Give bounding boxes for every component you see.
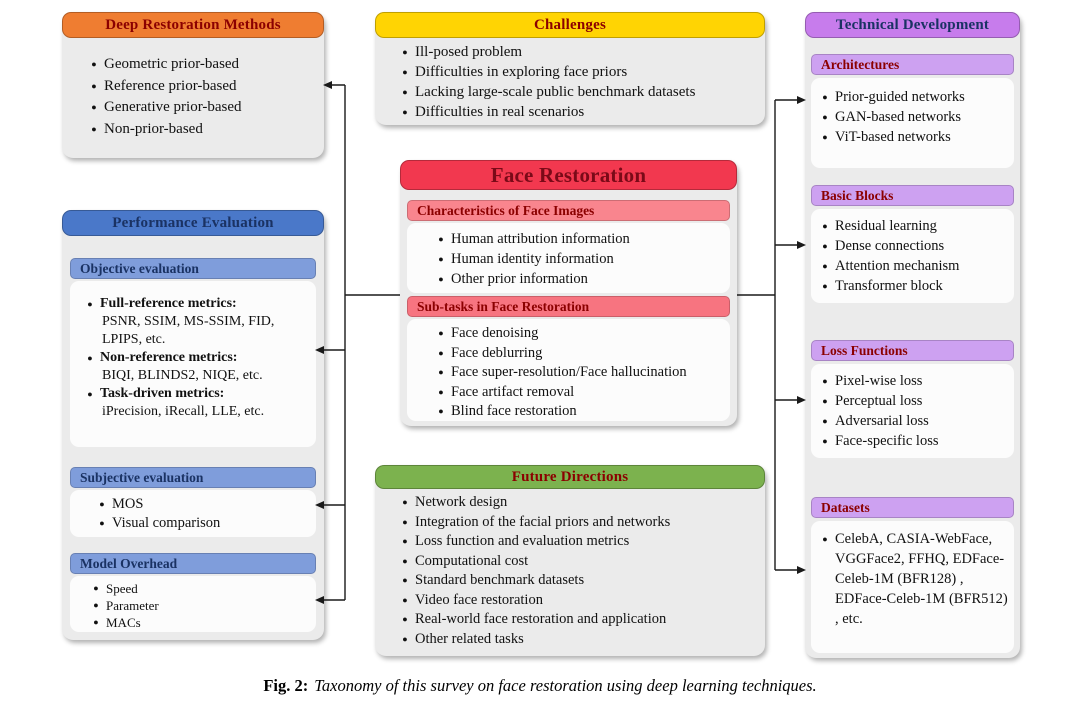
list-item-label: Face artifact removal xyxy=(451,383,575,400)
list-item-label: Human identity information xyxy=(451,251,614,267)
list-item xyxy=(815,127,1012,147)
bullet-icon: ● xyxy=(87,389,93,399)
metric-label: Full-reference metrics: xyxy=(100,296,237,311)
list-item xyxy=(815,391,1012,411)
bullet-icon: ● xyxy=(822,112,828,122)
list-item xyxy=(431,402,728,422)
list-item xyxy=(431,363,728,383)
deep-restoration-methods-list xyxy=(84,54,318,140)
list-item-label: Face super-resolution/Face hallucination xyxy=(451,364,687,380)
bullet-icon: ● xyxy=(438,328,444,338)
bullet-icon: ● xyxy=(402,107,408,117)
metric-values: BIQI, BLINDS2, NIQE, etc. xyxy=(102,368,263,383)
bullet-icon: ● xyxy=(822,416,828,426)
list-item xyxy=(431,383,728,403)
bullet-icon: ● xyxy=(822,396,828,406)
bullet-icon: ● xyxy=(438,274,444,284)
bullet-icon: ● xyxy=(402,497,408,507)
model-overhead-list xyxy=(70,576,316,632)
bullet-icon: ● xyxy=(402,575,408,585)
list-item xyxy=(80,349,310,367)
bullet-icon: ● xyxy=(438,406,444,416)
list-item xyxy=(395,102,759,122)
list-item xyxy=(815,431,1012,451)
list-item xyxy=(395,493,759,513)
bullet-icon: ● xyxy=(822,376,828,386)
challenges-title: Challenges xyxy=(375,12,765,38)
bullet-icon: ● xyxy=(87,353,93,363)
technical-development-title: Technical Development xyxy=(805,12,1020,38)
list-item-label: Other prior information xyxy=(451,271,588,287)
list-item xyxy=(92,514,314,533)
bullet-icon: ● xyxy=(822,281,828,291)
list-item xyxy=(395,630,759,650)
architectures-subheader: Architectures xyxy=(811,54,1014,75)
subtasks-list xyxy=(407,319,730,421)
list-item-label: Transformer block xyxy=(835,278,943,294)
list-item xyxy=(815,371,1012,391)
loss-functions-subheader: Loss Functions xyxy=(811,340,1014,361)
basic-blocks-list xyxy=(811,209,1014,303)
list-item-label: Prior-guided networks xyxy=(835,89,965,105)
model-overhead-subheader: Model Overhead xyxy=(70,553,316,574)
list-item-label: Lacking large-scale public benchmark datasets xyxy=(415,84,696,100)
list-item xyxy=(86,614,314,631)
deep-restoration-methods-box xyxy=(62,12,324,158)
list-item xyxy=(86,580,314,597)
future-directions-box xyxy=(375,465,765,656)
list-item-label: Other related tasks xyxy=(415,630,524,647)
bullet-icon: ● xyxy=(438,234,444,244)
metric-values: iPrecision, iRecall, LLE, etc. xyxy=(102,404,265,419)
list-item xyxy=(80,385,310,403)
list-item-label: Pixel-wise loss xyxy=(835,373,923,389)
bullet-icon: ● xyxy=(822,241,828,251)
list-item xyxy=(815,276,1012,296)
figure-caption xyxy=(0,676,1080,696)
bullet-icon: ● xyxy=(438,386,444,397)
bullet-icon: ● xyxy=(99,499,105,509)
subtasks-subheader: Sub-tasks in Face Restoration xyxy=(407,296,730,317)
bullet-icon: ● xyxy=(402,87,408,97)
datasets-subheader: Datasets xyxy=(811,497,1014,518)
list-item xyxy=(84,97,318,119)
bullet-icon: ● xyxy=(402,536,408,546)
list-item-label: Speed xyxy=(106,581,138,596)
bullet-icon: ● xyxy=(402,633,408,644)
bullet-icon: ● xyxy=(87,299,93,309)
bullet-icon: ● xyxy=(822,92,828,102)
list-item xyxy=(395,552,759,572)
bullet-icon: ● xyxy=(402,67,408,77)
bullet-icon: ● xyxy=(822,261,828,271)
list-item xyxy=(84,76,318,98)
list-item-label: Dense connections xyxy=(835,238,945,254)
list-item xyxy=(395,571,759,591)
list-item-label: Geometric prior-based xyxy=(104,56,240,72)
bullet-icon: ● xyxy=(402,614,408,624)
list-item-label: Network design xyxy=(415,494,508,510)
list-item xyxy=(395,62,759,82)
bullet-icon: ● xyxy=(93,600,99,610)
bullet-icon: ● xyxy=(93,583,99,593)
bullet-icon: ● xyxy=(822,436,828,446)
list-item xyxy=(395,532,759,552)
architectures-list xyxy=(811,78,1014,168)
future-directions-title: Future Directions xyxy=(375,465,765,489)
objective-evaluation-subheader: Objective evaluation xyxy=(70,258,316,279)
bullet-icon: ● xyxy=(402,516,408,527)
list-item-label: Ill-posed problem xyxy=(415,44,523,60)
list-item-label: Video face restoration xyxy=(415,591,543,608)
bullet-icon: ● xyxy=(91,102,97,112)
list-item xyxy=(92,495,314,514)
list-item-label: Standard benchmark datasets xyxy=(415,572,585,588)
list-item xyxy=(431,344,728,364)
list-item xyxy=(395,42,759,62)
list-item xyxy=(815,529,1010,629)
metric-group xyxy=(80,385,310,421)
subjective-evaluation-subheader: Subjective evaluation xyxy=(70,467,316,488)
list-item-label: Face denoising xyxy=(451,325,539,341)
basic-blocks-subheader: Basic Blocks xyxy=(811,185,1014,206)
list-item xyxy=(86,597,314,614)
bullet-icon: ● xyxy=(822,221,828,231)
figure-caption-text: Taxonomy of this survey on face restoration using deep learning techniques. xyxy=(314,676,817,695)
list-item xyxy=(395,591,759,611)
subjective-evaluation-list xyxy=(70,490,316,537)
face-restoration-box xyxy=(400,160,737,426)
list-item-label: Difficulties in exploring face priors xyxy=(415,64,628,80)
figure-caption-label: Fig. 2: xyxy=(263,676,309,695)
list-item-label: Reference prior-based xyxy=(104,77,237,94)
bullet-icon: ● xyxy=(91,80,97,91)
datasets-list xyxy=(811,521,1014,653)
list-item-label: Parameter xyxy=(106,598,159,613)
list-item xyxy=(815,236,1012,256)
list-item xyxy=(431,249,728,269)
list-item-label: Computational cost xyxy=(415,552,529,569)
performance-evaluation-box xyxy=(62,210,324,640)
face-restoration-title: Face Restoration xyxy=(400,160,737,190)
loss-functions-list xyxy=(811,364,1014,458)
bullet-icon: ● xyxy=(822,534,828,544)
list-item xyxy=(84,119,318,141)
list-item-label: MOS xyxy=(112,496,144,512)
performance-evaluation-title: Performance Evaluation xyxy=(62,210,324,236)
bullet-icon: ● xyxy=(402,594,408,605)
bullet-icon: ● xyxy=(438,367,444,377)
list-item-label: Integration of the facial priors and networks xyxy=(415,513,671,530)
list-item-label: Blind face restoration xyxy=(451,403,577,419)
list-item-label: Non-prior-based xyxy=(104,120,203,137)
objective-evaluation-list xyxy=(70,281,316,447)
challenges-list xyxy=(395,42,759,122)
list-item xyxy=(431,324,728,344)
technical-development-box xyxy=(805,12,1020,658)
metric-group xyxy=(80,295,310,349)
list-item-label: Attention mechanism xyxy=(835,258,960,274)
bullet-icon: ● xyxy=(93,617,99,627)
list-item xyxy=(815,411,1012,431)
list-item-label: Real-world face restoration and application xyxy=(415,611,667,627)
deep-restoration-methods-title: Deep Restoration Methods xyxy=(62,12,324,38)
characteristics-list xyxy=(407,223,730,293)
list-item-label: Visual comparison xyxy=(112,515,221,531)
list-item-label: Difficulties in real scenarios xyxy=(415,104,585,120)
metric-values: PSNR, SSIM, MS-SSIM, FID, LPIPS, etc. xyxy=(102,314,275,347)
list-item-label: MACs xyxy=(106,615,141,630)
list-item xyxy=(815,107,1012,127)
list-item-label: Generative prior-based xyxy=(104,99,242,115)
challenges-box xyxy=(375,12,765,125)
list-item-label: Perceptual loss xyxy=(835,393,923,409)
bullet-icon: ● xyxy=(402,555,408,566)
future-directions-list xyxy=(395,493,759,649)
list-item-label: Human attribution information xyxy=(451,231,630,247)
bullet-icon: ● xyxy=(822,132,828,142)
list-item xyxy=(395,513,759,533)
bullet-icon: ● xyxy=(402,47,408,57)
list-item-label: Residual learning xyxy=(835,218,937,234)
list-item-label: Face-specific loss xyxy=(835,433,939,449)
list-item xyxy=(815,87,1012,107)
list-item xyxy=(395,82,759,102)
bullet-icon: ● xyxy=(91,123,97,134)
bullet-icon: ● xyxy=(438,254,444,264)
characteristics-subheader: Characteristics of Face Images xyxy=(407,200,730,221)
list-item xyxy=(431,229,728,249)
list-item-label: ViT-based networks xyxy=(835,129,951,145)
list-item xyxy=(80,295,310,313)
list-item-label: Loss function and evaluation metrics xyxy=(415,533,630,549)
bullet-icon: ● xyxy=(438,347,444,358)
list-item xyxy=(431,269,728,289)
metric-label: Non-reference metrics: xyxy=(100,350,238,365)
list-item xyxy=(84,54,318,76)
list-item-label: CelebA, CASIA-WebFace, VGGFace2, FFHQ, EDFace-Celeb-1M (BFR128) , EDFace-Celeb-1M (BFR512) , etc. xyxy=(835,531,1008,627)
list-item xyxy=(815,216,1012,236)
metric-group xyxy=(80,349,310,385)
list-item-label: GAN-based networks xyxy=(835,109,962,125)
metric-label: Task-driven metrics: xyxy=(100,386,225,401)
list-item xyxy=(815,256,1012,276)
bullet-icon: ● xyxy=(91,59,97,69)
list-item-label: Adversarial loss xyxy=(835,413,929,429)
bullet-icon: ● xyxy=(99,518,105,528)
list-item xyxy=(395,610,759,630)
list-item-label: Face deblurring xyxy=(451,344,543,361)
